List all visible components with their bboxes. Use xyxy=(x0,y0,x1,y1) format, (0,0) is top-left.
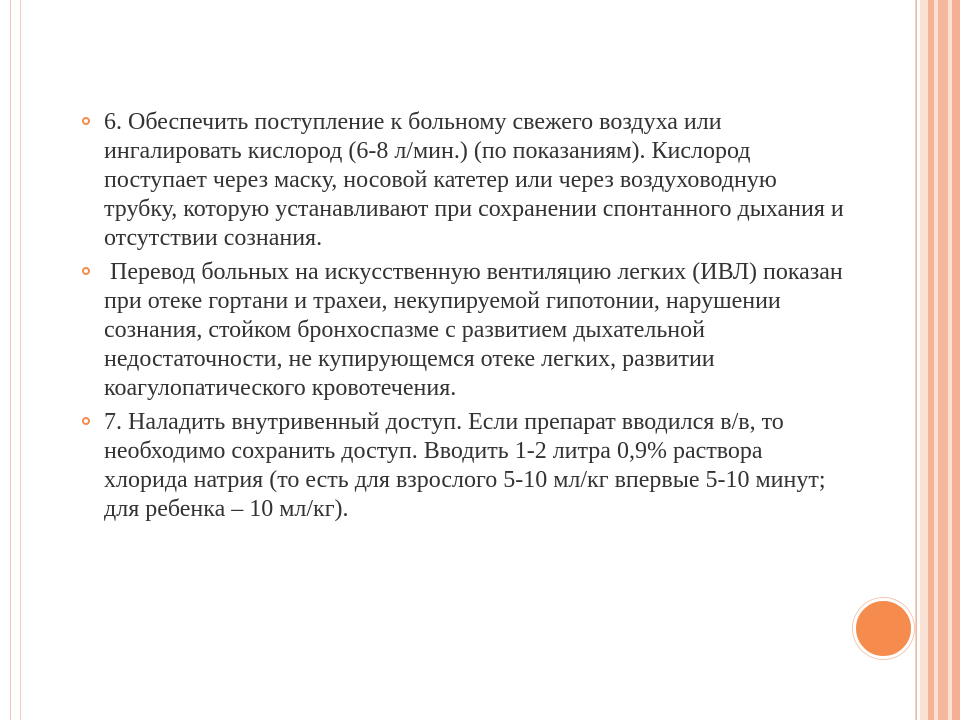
left-border-line xyxy=(10,0,11,720)
list-item xyxy=(82,408,852,524)
right-decorative-stripes xyxy=(916,0,960,720)
bullet-list xyxy=(82,108,852,529)
stripe xyxy=(916,0,917,720)
stripe xyxy=(952,0,960,720)
list-item xyxy=(82,108,852,253)
bullet-text: Перевод больных на искусственную вентиляцию легких (ИВЛ) показан при отеке гортани и трахеи, некупируемой гипотонии, нарушении сознания, стойком бронхоспазме с развитием дыхательной недостаточности, не купирующемся отеке легких, развитии коагулопатического кровотечения. xyxy=(104,259,849,401)
stripe xyxy=(920,0,928,720)
bullet-circle-icon xyxy=(82,267,90,275)
bullet-text: 6. Обеспечить поступление к больному свежего воздуха или ингалировать кислород (6-8 л/мин.) (по показаниям). Кислород поступает через маску, носовой катетер или через воздуховодную трубку, которую устанавливают при сохранении спонтанного дыхания и отсутствии сознания. xyxy=(104,109,844,251)
stripe xyxy=(938,0,948,720)
bullet-circle-icon xyxy=(82,117,90,125)
bullet-circle-icon xyxy=(82,417,90,425)
bullet-text: 7. Наладить внутривенный доступ. Если препарат вводился в/в, то необходимо сохранить доступ. Вводить 1-2 литра 0,9% раствора хлорида натрия (то есть для взрослого 5-10 мл/кг впервые 5-10 минут; для ребенка – 10 мл/кг). xyxy=(104,409,826,522)
list-item xyxy=(82,258,852,403)
decorative-circle xyxy=(853,598,914,659)
